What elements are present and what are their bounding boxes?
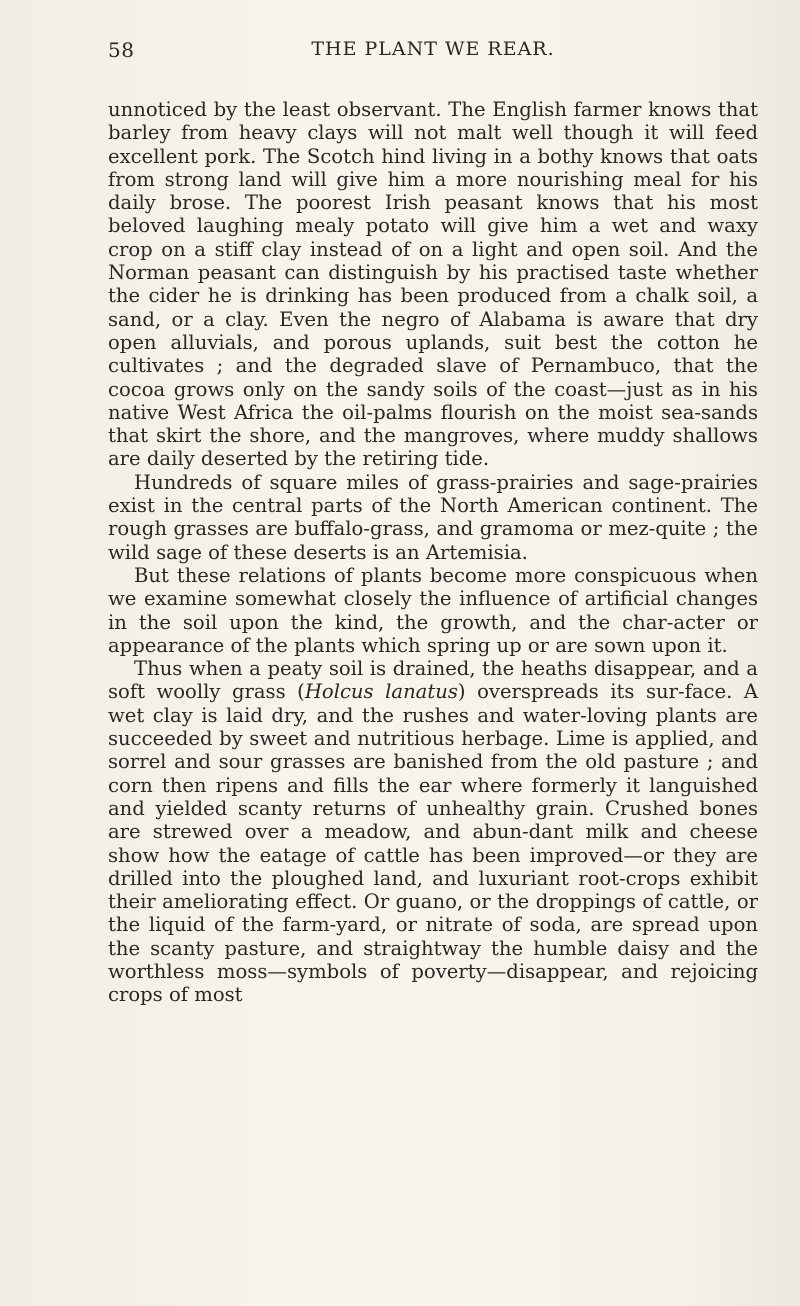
body-text	[108, 98, 758, 1007]
paragraph-text: Thus when a peaty soil is drained, the heaths disappear, and a soft woolly grass (	[108, 657, 758, 704]
page-number: 58	[108, 38, 135, 62]
paragraph-text: ) overspreads its sur-face. A wet clay is laid dry, and the rushes and water-loving plants are succeeded by sweet and nutritious herbage. Lime is applied, and sorrel and sour grasses are banished from the old pasture ; and corn then ripens and fills the ear where formerly it languished and yielded scanty returns of unhealthy grain. Crushed bones are strewed over a meadow, and abun-dant milk and cheese show how the eatage of cattle has been improved—or they are drilled into the ploughed land, and luxuriant root-crops exhibit their ameliorating effect. Or guano, or the droppings of cattle, or the liquid of the farm-yard, or nitrate of soda, are spread upon the scanty pasture, and straightway the humble daisy and the worthless moss—symbols of poverty—disappear, and rejoicing crops of most	[108, 680, 758, 1007]
paragraph: But these relations of plants become more conspicuous when we examine somewhat closely the influence of artificial changes in the soil upon the kind, the growth, and the char-acter or appearance of the plants which spring up or are sown upon it.	[108, 563, 758, 657]
paragraph	[108, 657, 758, 1006]
latin-species-name: Holcus lanatus	[304, 680, 458, 704]
running-title: THE PLANT WE REAR.	[311, 38, 555, 60]
paragraph: Hundreds of square miles of grass-prairies and sage-prairies exist in the central parts of the North American continent. The rough grasses are buffalo-grass, and gramoma or mez-quite ; the wild sage of these deserts is an Artemisia.	[108, 470, 758, 564]
running-head	[108, 38, 758, 68]
paragraph: unnoticed by the least observant. The English farmer knows that barley from heavy clays will not malt well though it will feed excellent pork. The Scotch hind living in a bothy knows that oats from strong land will give him a more nourishing meal for his daily brose. The poorest Irish peasant knows that his most beloved laughing mealy potato will give him a wet and waxy crop on a stiff clay instead of on a light and open soil. And the Norman peasant can distinguish by his practised taste whether the cider he is drinking has been produced from a chalk soil, a sand, or a clay. Even the negro of Alabama is aware that dry open alluvials, and porous uplands, suit best the cotton he cultivates ; and the degraded slave of Pernambuco, that the cocoa grows only on the sandy soils of the coast—just as in his native West Africa the oil-palms flourish on the moist sea-sands that skirt the shore, and the mangroves, where muddy shallows are daily deserted by the retiring tide.	[108, 98, 758, 471]
